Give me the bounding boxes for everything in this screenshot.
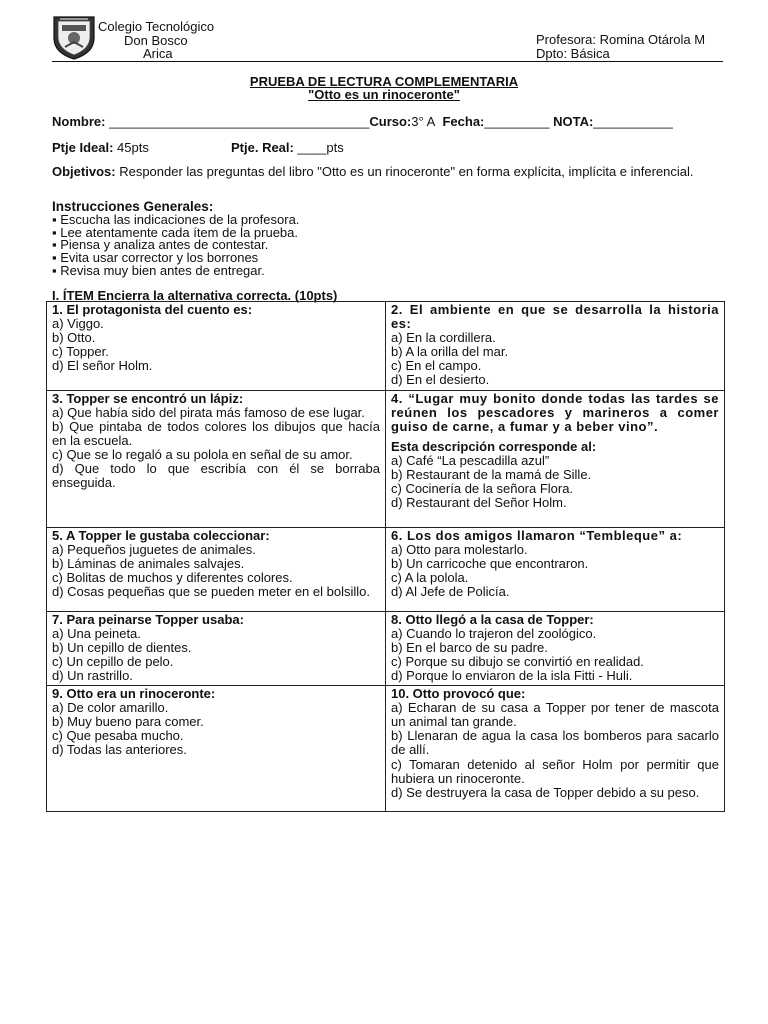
question-6-cell <box>386 527 725 611</box>
school-crest-logo <box>52 14 96 60</box>
instruction-item: ▪ Evita usar corrector y los borrones <box>52 250 259 266</box>
item-heading: I. ÍTEM Encierra la alternativa correcta. (10pts) <box>52 288 338 303</box>
option[interactable]: c) Porque su dibujo se convirtió en realidad. <box>391 653 644 669</box>
grade-field[interactable]: ___________ <box>593 114 673 129</box>
question-6-text: 6. Los dos amigos llamaron “Tembleque” a: <box>391 527 683 543</box>
option[interactable]: a) Una peineta. <box>52 625 141 641</box>
header-divider <box>52 61 723 62</box>
option[interactable]: a) Otto para molestarlo. <box>391 541 528 557</box>
test-title: PRUEBA DE LECTURA COMPLEMENTARIA <box>249 74 519 89</box>
question-2-cell <box>386 302 725 391</box>
table-row <box>47 686 725 812</box>
question-3-text: 3. Topper se encontró un lápiz: <box>52 390 244 406</box>
course-label: Curso: <box>369 114 412 129</box>
table-row <box>47 611 725 685</box>
option[interactable]: c) Un cepillo de pelo. <box>52 653 174 669</box>
option[interactable]: b) Un carricoche que encontraron. <box>391 555 589 571</box>
option[interactable]: c) Cocinería de la señora Flora. <box>391 481 574 497</box>
question-1-cell <box>47 302 386 391</box>
question-9-text: 9. Otto era un rinoceronte: <box>52 686 216 702</box>
question-4-cell <box>386 390 725 527</box>
date-label: Fecha: <box>442 114 485 129</box>
option[interactable]: a) Café “La pescadilla azul” <box>391 452 550 468</box>
option[interactable]: c) Topper. <box>52 344 109 360</box>
table-row <box>47 302 725 391</box>
table-row <box>47 527 725 611</box>
option[interactable]: b) Láminas de animales salvajes. <box>52 555 245 571</box>
grade-label: NOTA: <box>553 114 594 129</box>
option[interactable]: a) En la cordillera. <box>391 330 496 346</box>
date-field[interactable]: _________ <box>484 114 550 129</box>
option[interactable]: b) En el barco de su padre. <box>391 639 548 655</box>
question-1-text: 1. El protagonista del cuento es: <box>52 302 253 317</box>
school-line-2: Don Bosco <box>124 32 188 48</box>
question-10-cell <box>386 686 725 812</box>
name-label: Nombre: <box>52 114 106 129</box>
question-7-text: 7. Para peinarse Topper usaba: <box>52 611 244 627</box>
objectives-label: Objetivos: <box>52 164 116 179</box>
option[interactable]: d) Un rastrillo. <box>52 667 133 683</box>
option[interactable]: a) De color amarillo. <box>52 700 169 716</box>
instruction-item: ▪ Lee atentamente cada ítem de la prueba. <box>52 224 298 240</box>
instructions-heading: Instrucciones Generales: <box>52 199 214 214</box>
option[interactable]: c) Tomaran detenido al señor Holm por permitir que hubiera un rinoceronte. <box>391 756 719 786</box>
option[interactable]: d) En el desierto. <box>391 372 490 388</box>
real-score-label: Ptje. Real: <box>231 140 294 155</box>
option[interactable]: a) Pequeños juguetes de animales. <box>52 541 256 557</box>
objectives <box>52 165 720 179</box>
table-row <box>47 390 725 527</box>
option[interactable]: b) A la orilla del mar. <box>391 344 509 360</box>
option[interactable]: b) Restaurant de la mamá de Sille. <box>391 467 592 483</box>
objectives-text: Responder las preguntas del libro "Otto es un rinoceronte" en forma explícita, implícita e inferencial. <box>119 164 694 179</box>
teacher-name: Profesora: Romina Otárola M <box>536 32 706 47</box>
option[interactable]: d) El señor Holm. <box>52 358 153 374</box>
instruction-item: ▪ Piensa y analiza antes de contestar. <box>52 237 269 253</box>
question-8-text: 8. Otto llegó a la casa de Topper: <box>391 611 594 627</box>
school-name <box>98 20 214 61</box>
school-line-3: Arica <box>143 46 173 61</box>
option[interactable]: c) Bolitas de muchos y diferentes colores. <box>52 569 293 585</box>
option[interactable]: b) Llenaran de agua la casa los bomberos para sacarlo de allí. <box>391 728 719 758</box>
option[interactable]: c) Que se lo regaló a su polola en señal de su amor. <box>52 446 353 462</box>
option[interactable]: d) Cosas pequeñas que se pueden meter en el bolsillo. <box>52 583 370 599</box>
score-row <box>52 140 149 155</box>
course-value: 3° A <box>411 114 436 129</box>
department: Dpto: Básica <box>536 45 610 61</box>
question-9-cell <box>47 686 386 812</box>
option[interactable]: d) Al Jefe de Policía. <box>391 583 510 599</box>
option[interactable]: b) Otto. <box>52 330 96 346</box>
name-field[interactable]: ____________________________________ <box>109 114 370 129</box>
question-7-cell <box>47 611 386 685</box>
option[interactable]: a) Viggo. <box>52 316 104 332</box>
question-8-cell <box>386 611 725 685</box>
option[interactable]: c) A la polola. <box>391 569 469 585</box>
questions-table <box>46 301 725 812</box>
question-5-cell <box>47 527 386 611</box>
option[interactable]: d) Porque lo enviaron de la isla Fitti - Huli. <box>391 667 633 683</box>
question-2-text: 2. El ambiente en que se desarrolla la historia es: <box>391 302 719 332</box>
book-title: "Otto es un rinoceronte" <box>308 87 460 102</box>
instruction-item: ▪ Escucha las indicaciones de la profesora. <box>52 211 300 227</box>
instructions <box>52 201 299 278</box>
option[interactable]: b) Muy bueno para comer. <box>52 714 204 730</box>
option[interactable]: d) Que todo lo que escribía con él se borraba enseguida. <box>52 461 380 491</box>
teacher-info <box>536 33 705 60</box>
option[interactable]: d) Restaurant del Señor Holm. <box>391 495 567 511</box>
option[interactable]: b) Que pintaba de todos colores los dibujos que hacía en la escuela. <box>52 418 380 448</box>
question-4-prompt: Esta descripción corresponde al: <box>391 438 597 454</box>
option[interactable]: a) Que había sido del pirata más famoso de ese lugar. <box>52 404 365 420</box>
question-4-text: 4. “Lugar muy bonito donde todas las tardes se reúnen los pescadores y marineros a comer guiso de carne, a fumar y a beber vino”. <box>391 390 719 434</box>
school-line-1: Colegio Tecnológico <box>98 19 215 34</box>
option[interactable]: d) Todas las anteriores. <box>52 742 187 758</box>
instruction-item: ▪ Revisa muy bien antes de entregar. <box>52 262 265 278</box>
real-score-field[interactable]: ____pts <box>297 140 344 155</box>
option[interactable]: b) Un cepillo de dientes. <box>52 639 192 655</box>
option[interactable]: a) Echaran de su casa a Topper por tener de mascota un animal tan grande. <box>391 700 719 730</box>
ideal-score-label: Ptje Ideal: <box>52 140 114 155</box>
option[interactable]: c) Que pesaba mucho. <box>52 728 184 744</box>
real-score <box>231 140 344 155</box>
question-3-cell <box>47 390 386 527</box>
question-10-text: 10. Otto provocó que: <box>391 686 526 702</box>
ideal-score-value: 45pts <box>117 140 149 155</box>
question-5-text: 5. A Topper le gustaba coleccionar: <box>52 527 270 543</box>
option[interactable]: d) Se destruyera la casa de Topper debido a su peso. <box>391 784 700 800</box>
option[interactable]: a) Cuando lo trajeron del zoológico. <box>391 625 597 641</box>
option[interactable]: c) En el campo. <box>391 358 482 374</box>
student-info-row <box>52 114 673 129</box>
